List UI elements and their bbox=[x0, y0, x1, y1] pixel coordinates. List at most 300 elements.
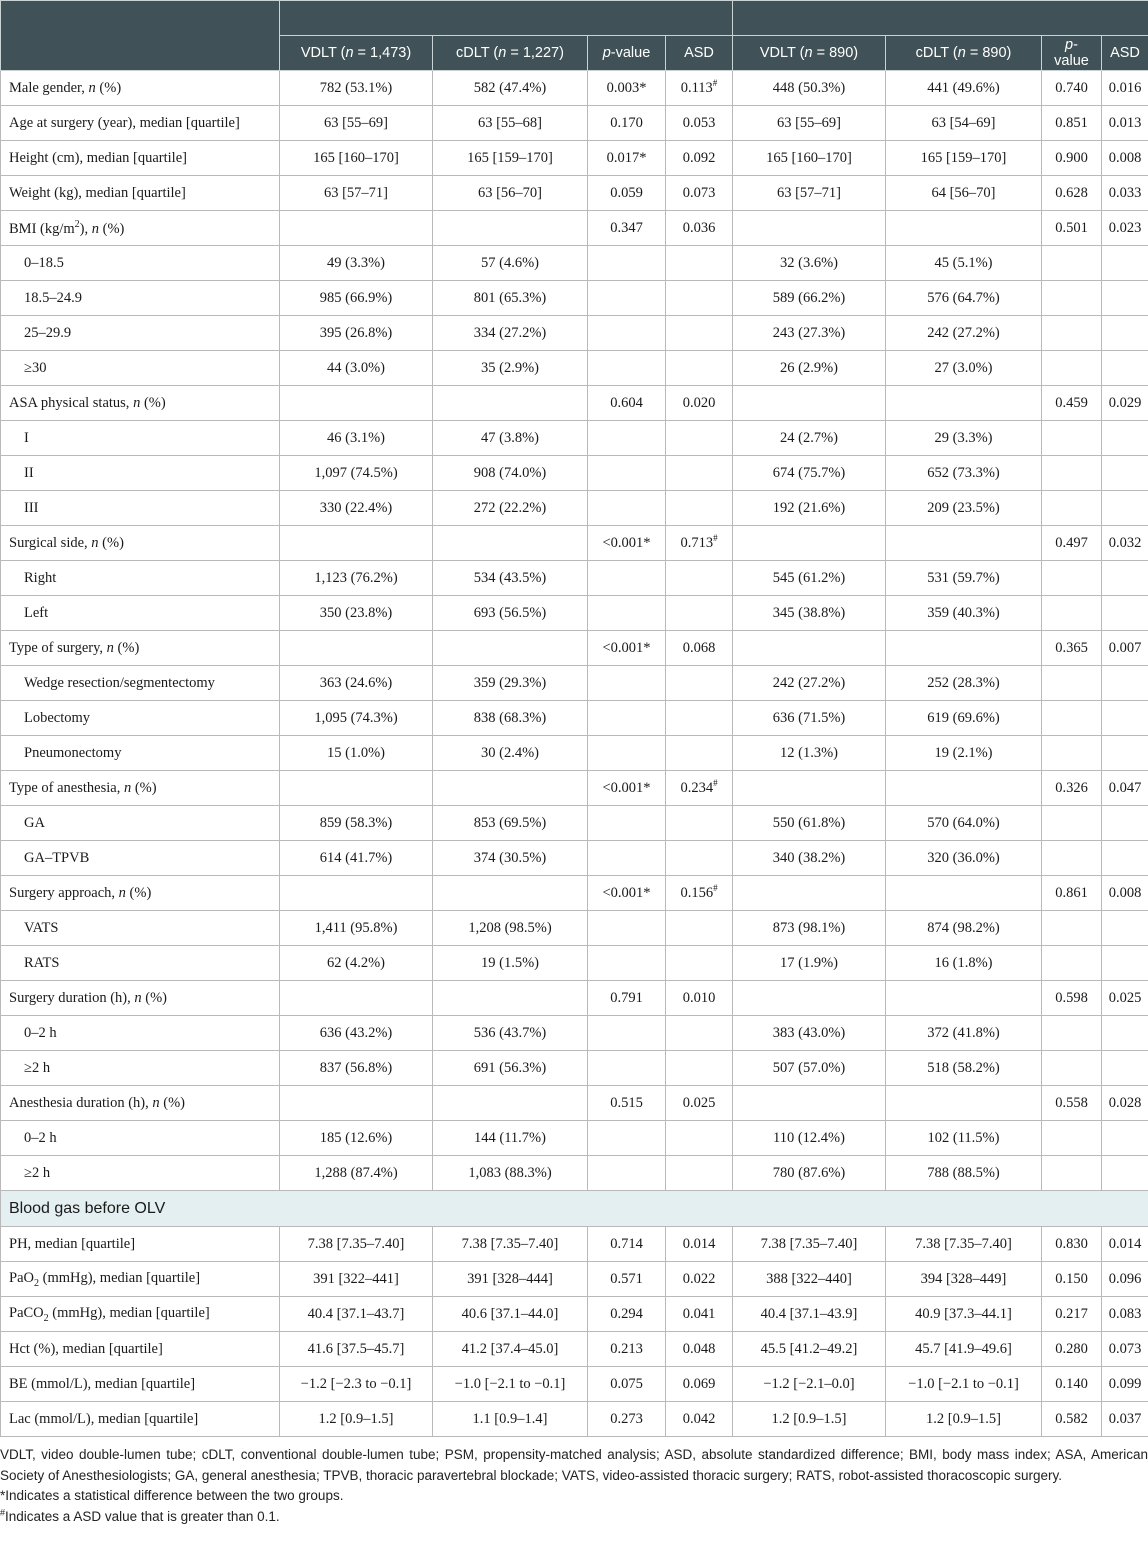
table-cell bbox=[733, 876, 886, 911]
table-cell: 0.013 bbox=[1102, 106, 1148, 141]
table-cell: 859 (58.3%) bbox=[280, 806, 433, 841]
table-cell: 0.156# bbox=[666, 876, 733, 911]
row-label: Lobectomy bbox=[1, 701, 280, 736]
table-cell: 44 (3.0%) bbox=[280, 351, 433, 386]
table-cell: 29 (3.3%) bbox=[886, 421, 1042, 456]
table-cell: 47 (3.8%) bbox=[433, 421, 588, 456]
table-row bbox=[1, 666, 1148, 701]
table-cell: 0.497 bbox=[1042, 526, 1102, 561]
table-cell bbox=[666, 736, 733, 771]
table-cell: 345 (38.8%) bbox=[733, 596, 886, 631]
table-row bbox=[1, 1227, 1148, 1262]
table-cell bbox=[733, 631, 886, 666]
table-cell: −1.2 [−2.1–0.0] bbox=[733, 1367, 886, 1402]
table-cell bbox=[1102, 561, 1148, 596]
table-cell: 192 (21.6%) bbox=[733, 491, 886, 526]
table-cell: −1.0 [−2.1 to −0.1] bbox=[886, 1367, 1042, 1402]
table-cell bbox=[1102, 841, 1148, 876]
table-cell bbox=[433, 631, 588, 666]
table-cell bbox=[666, 596, 733, 631]
table-cell bbox=[666, 351, 733, 386]
table-cell: 0.628 bbox=[1042, 176, 1102, 211]
table-cell: 0.294 bbox=[588, 1297, 666, 1332]
table-cell bbox=[588, 281, 666, 316]
table-cell: 0.714 bbox=[588, 1227, 666, 1262]
row-label: Male gender, n (%) bbox=[1, 71, 280, 106]
row-label: RATS bbox=[1, 946, 280, 981]
table-cell: 0.347 bbox=[588, 211, 666, 246]
table-cell: 1.2 [0.9–1.5] bbox=[733, 1402, 886, 1437]
table-cell: 49 (3.3%) bbox=[280, 246, 433, 281]
table-cell: 374 (30.5%) bbox=[433, 841, 588, 876]
table-cell: 24 (2.7%) bbox=[733, 421, 886, 456]
table-cell: 0.604 bbox=[588, 386, 666, 421]
table-cell bbox=[1102, 806, 1148, 841]
table-cell: 0.068 bbox=[666, 631, 733, 666]
row-label: 25–29.9 bbox=[1, 316, 280, 351]
table-cell bbox=[433, 211, 588, 246]
header-col-0: VDLT (n = 1,473) bbox=[280, 36, 433, 71]
table-cell: 242 (27.2%) bbox=[733, 666, 886, 701]
table-cell: 589 (66.2%) bbox=[733, 281, 886, 316]
table-cell: 102 (11.5%) bbox=[886, 1121, 1042, 1156]
row-label: I bbox=[1, 421, 280, 456]
table-cell bbox=[733, 981, 886, 1016]
table-cell bbox=[588, 421, 666, 456]
table-cell: 272 (22.2%) bbox=[433, 491, 588, 526]
table-cell: 0.558 bbox=[1042, 1086, 1102, 1121]
table-cell bbox=[666, 701, 733, 736]
table-cell: 691 (56.3%) bbox=[433, 1051, 588, 1086]
table-cell: 0.140 bbox=[1042, 1367, 1102, 1402]
table-cell bbox=[1102, 351, 1148, 386]
table-cell: 837 (56.8%) bbox=[280, 1051, 433, 1086]
table-cell: 63 [55–69] bbox=[280, 106, 433, 141]
table-cell bbox=[666, 561, 733, 596]
table-cell: 7.38 [7.35–7.40] bbox=[733, 1227, 886, 1262]
table-cell bbox=[666, 246, 733, 281]
table-cell: 0.582 bbox=[1042, 1402, 1102, 1437]
table-cell: 0.280 bbox=[1042, 1332, 1102, 1367]
table-cell: 0.096 bbox=[1102, 1262, 1148, 1297]
table-cell bbox=[733, 1086, 886, 1121]
table-row bbox=[1, 351, 1148, 386]
table-row bbox=[1, 1402, 1148, 1437]
table-cell: 636 (43.2%) bbox=[280, 1016, 433, 1051]
row-label: BMI $(kg/m^2)$, n (%) bbox=[1, 211, 280, 246]
table-cell bbox=[1102, 736, 1148, 771]
table-cell: −1.0 [−2.1 to −0.1] bbox=[433, 1367, 588, 1402]
table-row bbox=[1, 316, 1148, 351]
table-cell: 45.7 [41.9–49.6] bbox=[886, 1332, 1042, 1367]
table-cell: 1,288 (87.4%) bbox=[280, 1156, 433, 1191]
table-cell: 7.38 [7.35–7.40] bbox=[886, 1227, 1042, 1262]
table-cell: 0.020 bbox=[666, 386, 733, 421]
table-cell: 0.740 bbox=[1042, 71, 1102, 106]
table-cell bbox=[1102, 666, 1148, 701]
table-cell: 0.217 bbox=[1042, 1297, 1102, 1332]
table-cell: −1.2 [−2.3 to −0.1] bbox=[280, 1367, 433, 1402]
table-cell bbox=[588, 701, 666, 736]
table-cell bbox=[588, 456, 666, 491]
table-cell: 0.016 bbox=[1102, 71, 1148, 106]
table-cell bbox=[588, 1051, 666, 1086]
table-row bbox=[1, 456, 1148, 491]
table-cell: 536 (43.7%) bbox=[433, 1016, 588, 1051]
table-cell bbox=[666, 1121, 733, 1156]
table-cell: 40.6 [37.1–44.0] bbox=[433, 1297, 588, 1332]
table-cell bbox=[1042, 666, 1102, 701]
table-cell bbox=[1102, 316, 1148, 351]
table-cell: 16 (1.8%) bbox=[886, 946, 1042, 981]
table-cell: 1,123 (76.2%) bbox=[280, 561, 433, 596]
table-cell bbox=[588, 666, 666, 701]
row-label: Anesthesia duration (h), n (%) bbox=[1, 1086, 280, 1121]
table-row bbox=[1, 596, 1148, 631]
table-row bbox=[1, 946, 1148, 981]
table-cell: 7.38 [7.35–7.40] bbox=[280, 1227, 433, 1262]
table-cell: 441 (49.6%) bbox=[886, 71, 1042, 106]
header-col-6: p-value bbox=[1042, 36, 1102, 71]
table-row bbox=[1, 71, 1148, 106]
footnote-star: *Indicates a statistical difference between the two groups. bbox=[0, 1488, 344, 1503]
table-cell: 801 (65.3%) bbox=[433, 281, 588, 316]
table-cell: 35 (2.9%) bbox=[433, 351, 588, 386]
footnote-abbreviations: VDLT, video double-lumen tube; cDLT, conventional double-lumen tube; PSM, propensity-matched analysis; ASD, absolute standardized difference; BMI, body mass index; ASA, American Society of Anesthesiologists; GA, general anesthesia; TPVB, thoracic paravertebral blockade; VATS, video-assisted thoracic surgery; RATS, robot-assisted thoracoscopic surgery. bbox=[0, 1447, 1148, 1483]
table-cell bbox=[733, 771, 886, 806]
row-label: Lac (mmol/L), median [quartile] bbox=[1, 1402, 280, 1437]
table-cell: 41.6 [37.5–45.7] bbox=[280, 1332, 433, 1367]
table-cell: 507 (57.0%) bbox=[733, 1051, 886, 1086]
header-col-7: ASD bbox=[1102, 36, 1148, 71]
table-cell: 0.273 bbox=[588, 1402, 666, 1437]
row-label: PH, median [quartile] bbox=[1, 1227, 280, 1262]
table-cell bbox=[1102, 491, 1148, 526]
table-cell: 0.092 bbox=[666, 141, 733, 176]
table-cell bbox=[588, 561, 666, 596]
table-cell: 1.2 [0.9–1.5] bbox=[280, 1402, 433, 1437]
table-cell: 45 (5.1%) bbox=[886, 246, 1042, 281]
table-cell bbox=[1042, 281, 1102, 316]
table-row bbox=[1, 1121, 1148, 1156]
table-cell: <0.001* bbox=[588, 631, 666, 666]
table-cell: 582 (47.4%) bbox=[433, 71, 588, 106]
table-cell: 0.073 bbox=[666, 176, 733, 211]
table-cell: 570 (64.0%) bbox=[886, 806, 1042, 841]
table-cell bbox=[1042, 911, 1102, 946]
table-cell bbox=[886, 211, 1042, 246]
table-cell: 63 [54–69] bbox=[886, 106, 1042, 141]
table-cell bbox=[666, 806, 733, 841]
table-cell: 19 (2.1%) bbox=[886, 736, 1042, 771]
table-cell: 0.003* bbox=[588, 71, 666, 106]
table-cell bbox=[588, 736, 666, 771]
table-cell: 40.4 [37.1–43.9] bbox=[733, 1297, 886, 1332]
table-cell bbox=[1042, 246, 1102, 281]
table-cell: 62 (4.2%) bbox=[280, 946, 433, 981]
table-cell: 0.571 bbox=[588, 1262, 666, 1297]
table-cell: 242 (27.2%) bbox=[886, 316, 1042, 351]
table-cell bbox=[1042, 561, 1102, 596]
table-cell: <0.001* bbox=[588, 876, 666, 911]
table-cell bbox=[588, 1016, 666, 1051]
table-cell bbox=[666, 1156, 733, 1191]
table-cell bbox=[1102, 596, 1148, 631]
table-cell: 448 (50.3%) bbox=[733, 71, 886, 106]
table-row bbox=[1, 911, 1148, 946]
header-col-5: cDLT (n = 890) bbox=[886, 36, 1042, 71]
table-cell bbox=[1042, 316, 1102, 351]
table-cell bbox=[1102, 946, 1148, 981]
header-after-psm bbox=[733, 1, 1148, 36]
table-cell: 165 [159–170] bbox=[433, 141, 588, 176]
table-cell: 518 (58.2%) bbox=[886, 1051, 1042, 1086]
table-cell: 0.033 bbox=[1102, 176, 1148, 211]
table-cell: 0.032 bbox=[1102, 526, 1148, 561]
table-cell bbox=[1042, 1121, 1102, 1156]
table-cell: 1,411 (95.8%) bbox=[280, 911, 433, 946]
table-body bbox=[1, 71, 1148, 1437]
table-cell: 340 (38.2%) bbox=[733, 841, 886, 876]
table-cell bbox=[666, 911, 733, 946]
table-row bbox=[1, 1262, 1148, 1297]
table-cell bbox=[433, 876, 588, 911]
table-cell: 243 (27.3%) bbox=[733, 316, 886, 351]
table-cell bbox=[666, 841, 733, 876]
table-cell bbox=[886, 981, 1042, 1016]
table-cell: 0.851 bbox=[1042, 106, 1102, 141]
table-cell bbox=[280, 526, 433, 561]
row-label: PaO$_2$ (mmHg), median [quartile] bbox=[1, 1262, 280, 1297]
table-cell: <0.001* bbox=[588, 771, 666, 806]
table-cell bbox=[588, 351, 666, 386]
row-label: ASA physical status, n (%) bbox=[1, 386, 280, 421]
table-row bbox=[1, 981, 1148, 1016]
table-cell: 0.008 bbox=[1102, 141, 1148, 176]
table-cell bbox=[280, 981, 433, 1016]
table-cell: 350 (23.8%) bbox=[280, 596, 433, 631]
table-row bbox=[1, 106, 1148, 141]
header-col-4: VDLT (n = 890) bbox=[733, 36, 886, 71]
row-label: ≥2 h bbox=[1, 1156, 280, 1191]
table-cell: 0.791 bbox=[588, 981, 666, 1016]
table-row bbox=[1, 736, 1148, 771]
table-cell bbox=[886, 1086, 1042, 1121]
table-cell bbox=[1042, 841, 1102, 876]
table-row bbox=[1, 561, 1148, 596]
table-cell: 372 (41.8%) bbox=[886, 1016, 1042, 1051]
table-cell bbox=[1102, 281, 1148, 316]
table-cell: 12 (1.3%) bbox=[733, 736, 886, 771]
table-cell: 110 (12.4%) bbox=[733, 1121, 886, 1156]
table-cell bbox=[588, 596, 666, 631]
table-cell: 15 (1.0%) bbox=[280, 736, 433, 771]
row-label: Pneumonectomy bbox=[1, 736, 280, 771]
table-cell: 0.234# bbox=[666, 771, 733, 806]
row-label: 0–2 h bbox=[1, 1016, 280, 1051]
table-row bbox=[1, 386, 1148, 421]
row-label: ≥30 bbox=[1, 351, 280, 386]
header-patient-characteristics bbox=[1, 1, 280, 71]
table-cell: 0.713# bbox=[666, 526, 733, 561]
header-col-3: ASD bbox=[666, 36, 733, 71]
table-row bbox=[1, 211, 1148, 246]
table-cell bbox=[588, 841, 666, 876]
table-cell: 0.014 bbox=[666, 1227, 733, 1262]
table-cell bbox=[1042, 456, 1102, 491]
table-cell: 0.023 bbox=[1102, 211, 1148, 246]
table-cell bbox=[1102, 421, 1148, 456]
row-label: VATS bbox=[1, 911, 280, 946]
table-cell: 782 (53.1%) bbox=[280, 71, 433, 106]
table-cell: 985 (66.9%) bbox=[280, 281, 433, 316]
table-cell: 619 (69.6%) bbox=[886, 701, 1042, 736]
table-cell: 788 (88.5%) bbox=[886, 1156, 1042, 1191]
row-label: 0–2 h bbox=[1, 1121, 280, 1156]
table-cell: 0.053 bbox=[666, 106, 733, 141]
section-title: Blood gas before OLV bbox=[1, 1191, 1148, 1227]
table-row bbox=[1, 1332, 1148, 1367]
table-cell: 383 (43.0%) bbox=[733, 1016, 886, 1051]
table-cell: 0.042 bbox=[666, 1402, 733, 1437]
table-cell: 0.075 bbox=[588, 1367, 666, 1402]
table-cell bbox=[1042, 351, 1102, 386]
table-cell: 534 (43.5%) bbox=[433, 561, 588, 596]
table-cell: 0.326 bbox=[1042, 771, 1102, 806]
table-row bbox=[1, 1367, 1148, 1402]
table-cell: 0.069 bbox=[666, 1367, 733, 1402]
table-cell: 0.099 bbox=[1102, 1367, 1148, 1402]
table-cell: 576 (64.7%) bbox=[886, 281, 1042, 316]
row-label: Surgical side, n (%) bbox=[1, 526, 280, 561]
table-row bbox=[1, 1156, 1148, 1191]
table-row bbox=[1, 631, 1148, 666]
table-cell: 0.008 bbox=[1102, 876, 1148, 911]
table-cell bbox=[1042, 1051, 1102, 1086]
table-cell: 0.017* bbox=[588, 141, 666, 176]
table-cell bbox=[280, 211, 433, 246]
table-cell: 7.38 [7.35–7.40] bbox=[433, 1227, 588, 1262]
table-cell bbox=[666, 1051, 733, 1086]
table-cell: 1,095 (74.3%) bbox=[280, 701, 433, 736]
table-cell: 0.036 bbox=[666, 211, 733, 246]
table-cell bbox=[666, 421, 733, 456]
table-header bbox=[1, 1, 1148, 71]
table-cell bbox=[1042, 701, 1102, 736]
table-cell: 320 (36.0%) bbox=[886, 841, 1042, 876]
table-cell bbox=[733, 526, 886, 561]
table-cell: 873 (98.1%) bbox=[733, 911, 886, 946]
table-cell: 0.861 bbox=[1042, 876, 1102, 911]
table-cell bbox=[666, 666, 733, 701]
table-cell: 0.029 bbox=[1102, 386, 1148, 421]
table-cell bbox=[1102, 246, 1148, 281]
table-cell: 0.515 bbox=[588, 1086, 666, 1121]
table-cell bbox=[1042, 421, 1102, 456]
table-cell: 0.170 bbox=[588, 106, 666, 141]
table-cell bbox=[666, 281, 733, 316]
row-label: 18.5–24.9 bbox=[1, 281, 280, 316]
table-cell bbox=[733, 211, 886, 246]
table-cell bbox=[666, 946, 733, 981]
table-cell bbox=[433, 771, 588, 806]
table-cell: 17 (1.9%) bbox=[733, 946, 886, 981]
row-label: ≥2 h bbox=[1, 1051, 280, 1086]
table-cell: 652 (73.3%) bbox=[886, 456, 1042, 491]
table-cell: 1,208 (98.5%) bbox=[433, 911, 588, 946]
table-cell: 0.083 bbox=[1102, 1297, 1148, 1332]
table-cell bbox=[1102, 1121, 1148, 1156]
table-cell: 1.1 [0.9–1.4] bbox=[433, 1402, 588, 1437]
table-cell: 0.459 bbox=[1042, 386, 1102, 421]
table-cell: 531 (59.7%) bbox=[886, 561, 1042, 596]
table-cell: 0.113# bbox=[666, 71, 733, 106]
table-row bbox=[1, 491, 1148, 526]
table-cell: 334 (27.2%) bbox=[433, 316, 588, 351]
table-row bbox=[1, 281, 1148, 316]
table-cell: 64 [56–70] bbox=[886, 176, 1042, 211]
table-cell bbox=[666, 456, 733, 491]
row-label: II bbox=[1, 456, 280, 491]
table-cell: 26 (2.9%) bbox=[733, 351, 886, 386]
table-cell: 693 (56.5%) bbox=[433, 596, 588, 631]
table-cell bbox=[433, 1086, 588, 1121]
table-cell bbox=[666, 491, 733, 526]
table-cell: 0.028 bbox=[1102, 1086, 1148, 1121]
table-cell bbox=[588, 1156, 666, 1191]
table-cell: 874 (98.2%) bbox=[886, 911, 1042, 946]
table-row bbox=[1, 806, 1148, 841]
table-cell bbox=[1042, 1016, 1102, 1051]
table-cell: 63 [57–71] bbox=[733, 176, 886, 211]
table-row bbox=[1, 1086, 1148, 1121]
table-cell: 165 [160–170] bbox=[280, 141, 433, 176]
table-cell: <0.001* bbox=[588, 526, 666, 561]
table-cell bbox=[588, 1121, 666, 1156]
table-cell: 1.2 [0.9–1.5] bbox=[886, 1402, 1042, 1437]
table-cell bbox=[886, 631, 1042, 666]
table-cell: 252 (28.3%) bbox=[886, 666, 1042, 701]
table-cell bbox=[280, 1086, 433, 1121]
row-label: GA–TPVB bbox=[1, 841, 280, 876]
table-cell bbox=[588, 806, 666, 841]
table-cell: 46 (3.1%) bbox=[280, 421, 433, 456]
table-cell: 388 [322–440] bbox=[733, 1262, 886, 1297]
row-label: Weight (kg), median [quartile] bbox=[1, 176, 280, 211]
table-cell: 0.598 bbox=[1042, 981, 1102, 1016]
table-cell: 0.041 bbox=[666, 1297, 733, 1332]
footnote-hash: #Indicates a ASD value that is greater than 0.1. bbox=[0, 1507, 280, 1524]
table-row bbox=[1, 421, 1148, 456]
table-cell: 359 (29.3%) bbox=[433, 666, 588, 701]
table-cell: 0.073 bbox=[1102, 1332, 1148, 1367]
table-cell: 63 [55–69] bbox=[733, 106, 886, 141]
table-row bbox=[1, 1051, 1148, 1086]
row-label: GA bbox=[1, 806, 280, 841]
row-label: 0–18.5 bbox=[1, 246, 280, 281]
table-row bbox=[1, 176, 1148, 211]
table-cell bbox=[588, 246, 666, 281]
header-before-psm bbox=[280, 1, 733, 36]
table-cell: 63 [55–68] bbox=[433, 106, 588, 141]
table-cell: 0.365 bbox=[1042, 631, 1102, 666]
table-cell: 165 [160–170] bbox=[733, 141, 886, 176]
table-cell bbox=[1102, 1051, 1148, 1086]
table-cell: 0.900 bbox=[1042, 141, 1102, 176]
table-cell: 0.025 bbox=[1102, 981, 1148, 1016]
table-cell: 0.047 bbox=[1102, 771, 1148, 806]
table-cell: 391 [328–444] bbox=[433, 1262, 588, 1297]
